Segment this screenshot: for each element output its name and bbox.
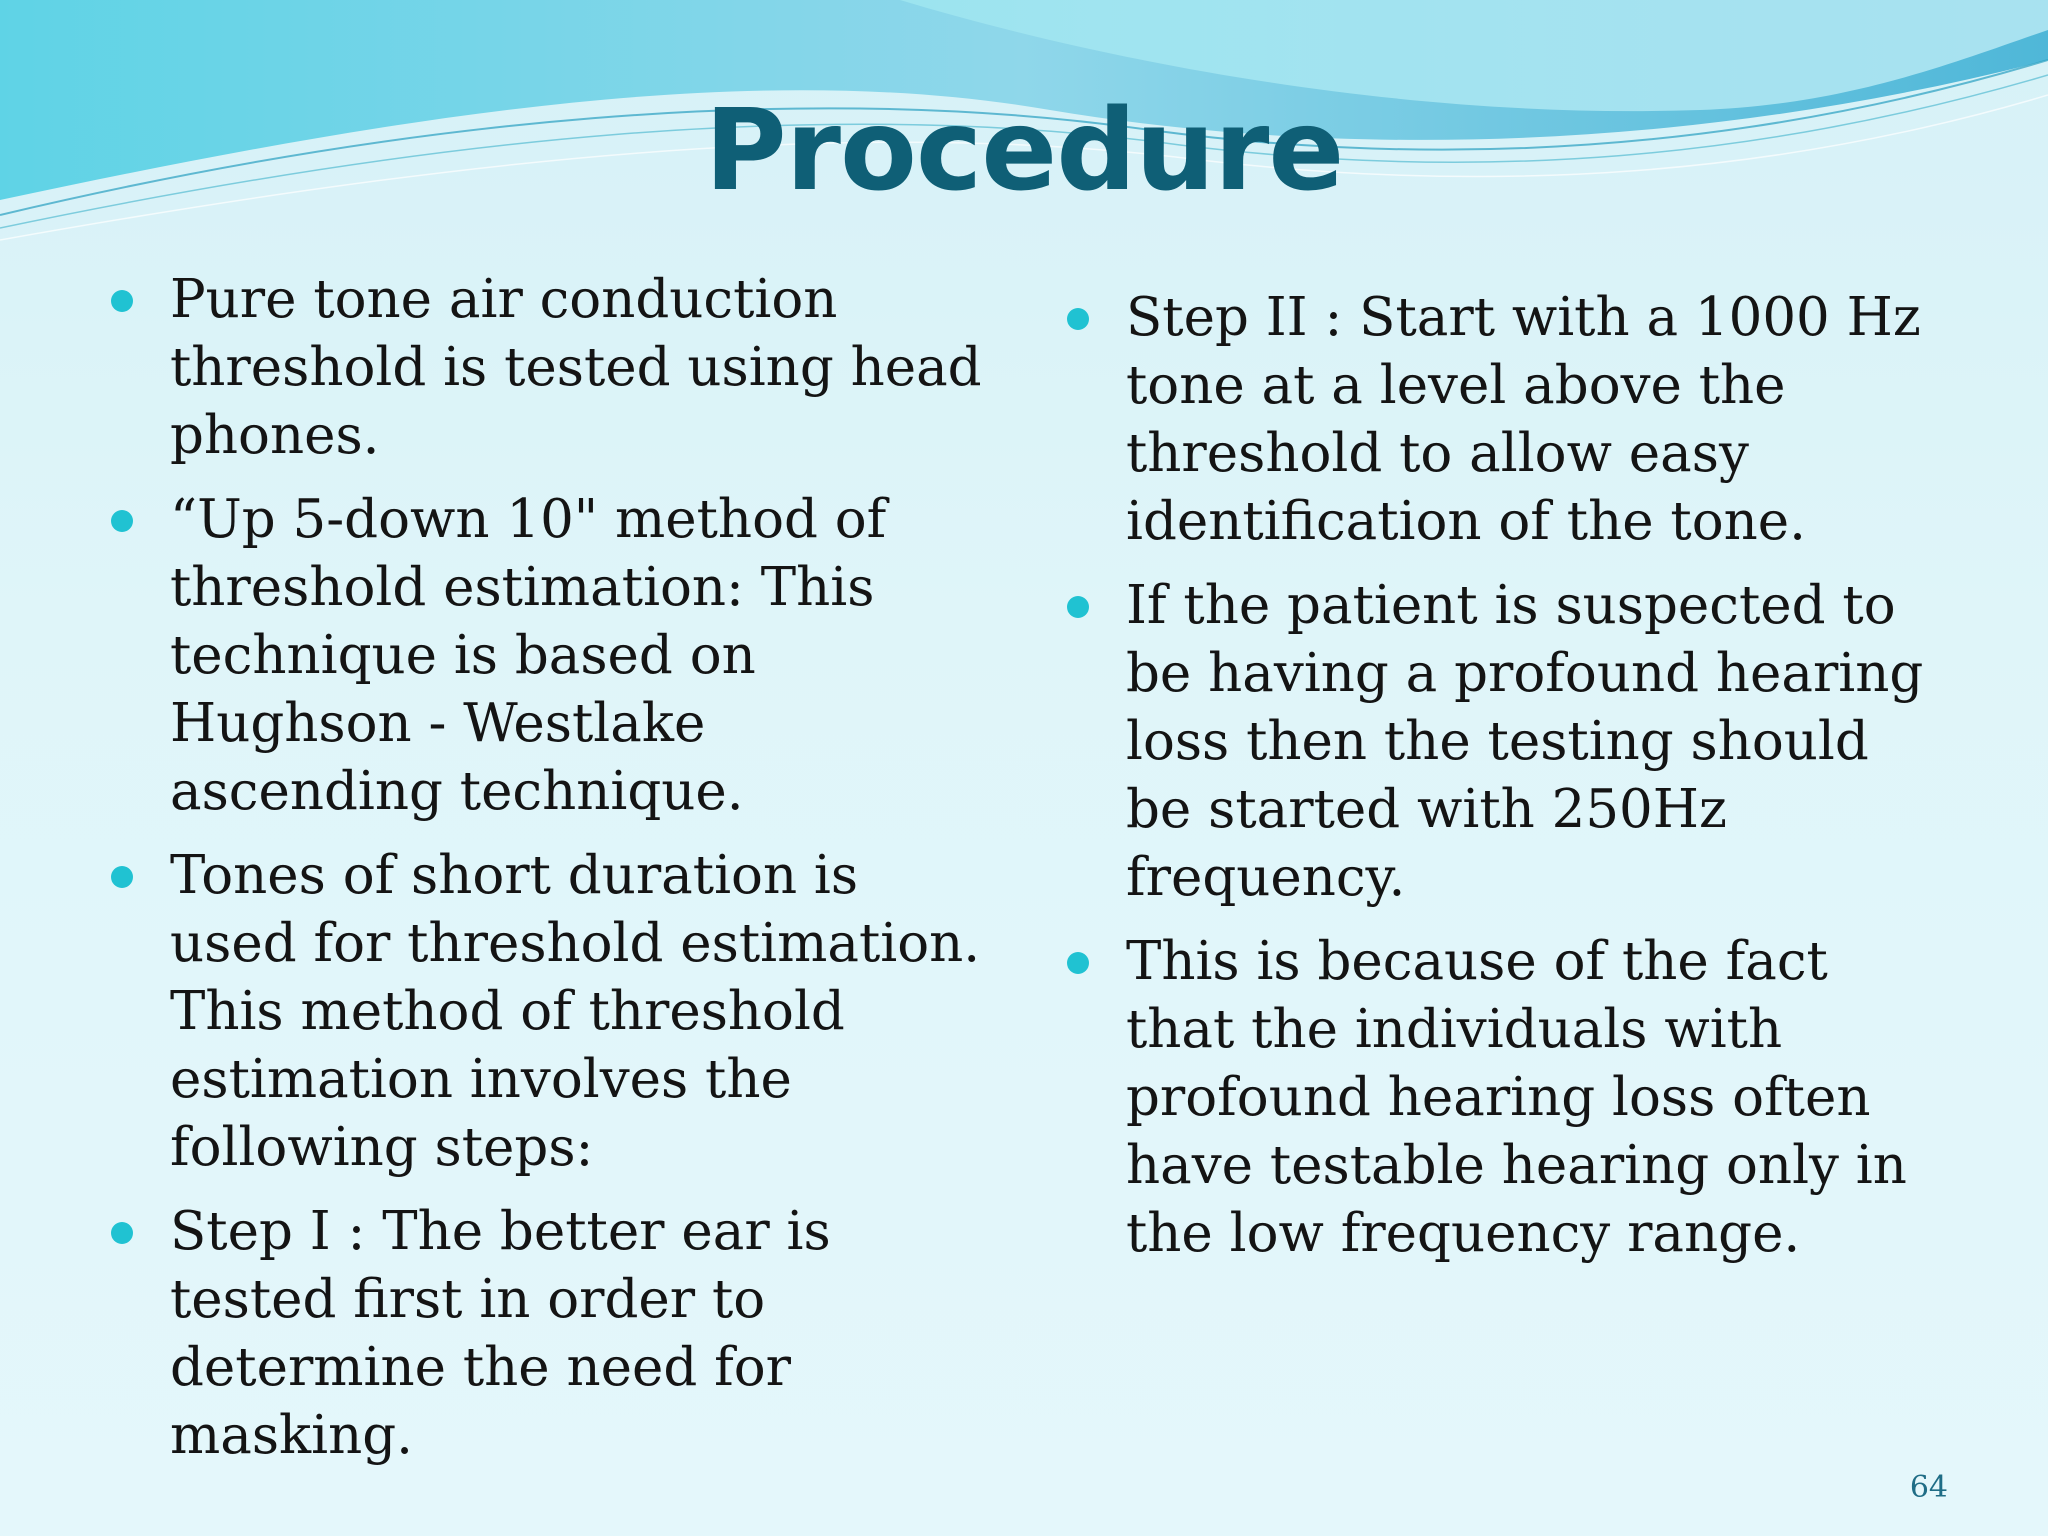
bullet-item bbox=[110, 842, 990, 1182]
bullet-text: Step I : The better ear is tested first in order to determine the need for masking. bbox=[170, 1201, 831, 1466]
page-number: 64 bbox=[1909, 1470, 1948, 1505]
bullet-item bbox=[1066, 572, 1926, 912]
bullet-item bbox=[110, 266, 990, 470]
bullet-item bbox=[1066, 928, 1926, 1268]
bullet-item bbox=[1066, 284, 1926, 556]
bullet-dot-icon bbox=[111, 290, 133, 312]
slide-title: Procedure bbox=[704, 86, 1344, 216]
bullet-text: This is because of the fact that the individuals with profound hearing loss often have testable hearing only in the low frequency range. bbox=[1126, 931, 1907, 1264]
bullet-dot-icon bbox=[1067, 596, 1089, 618]
bullet-item bbox=[110, 486, 990, 826]
bullet-dot-icon bbox=[1067, 952, 1089, 974]
bullet-dot-icon bbox=[1067, 308, 1089, 330]
right-bullet-list bbox=[1066, 284, 1926, 1284]
left-bullet-list bbox=[110, 266, 990, 1486]
bullet-text: Step II : Start with a 1000 Hz tone at a level above the threshold to allow easy identification of the tone. bbox=[1126, 287, 1921, 552]
bullet-text: Tones of short duration is used for threshold estimation. This method of threshold estimation involves the following steps: bbox=[170, 845, 981, 1178]
bullet-item bbox=[110, 1198, 990, 1470]
bullet-text: “Up 5-down 10" method of threshold estimation: This technique is based on Hughson - Westlake ascending technique. bbox=[170, 489, 887, 822]
bullet-dot-icon bbox=[111, 866, 133, 888]
bullet-dot-icon bbox=[111, 1222, 133, 1244]
bullet-dot-icon bbox=[111, 510, 133, 532]
bullet-text: If the patient is suspected to be having a profound hearing loss then the testing should be started with 250Hz frequency. bbox=[1126, 575, 1924, 908]
bullet-text: Pure tone air conduction threshold is tested using head phones. bbox=[170, 269, 982, 466]
